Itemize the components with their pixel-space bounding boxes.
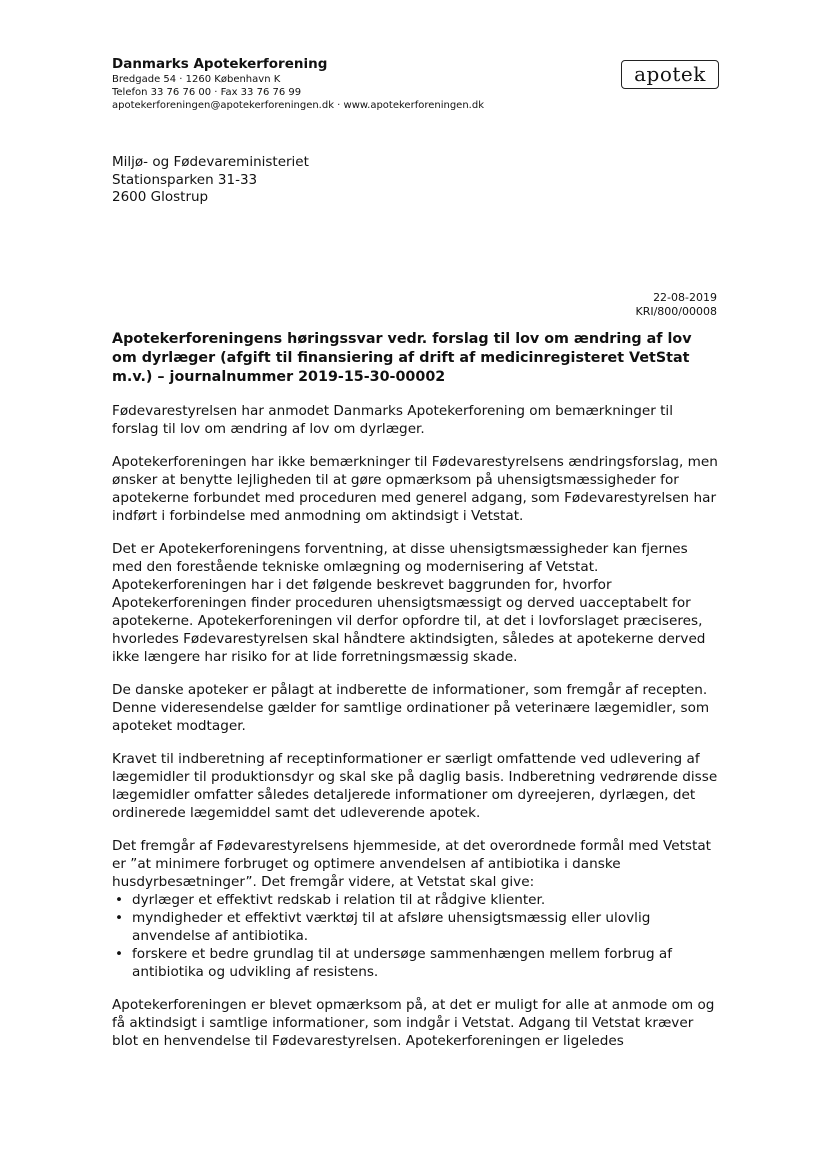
- bullet-item: • myndigheder et effektivt værktøj til at afsløre uhensigtsmæssig eller ulovlig anvendelse af antibiotika.: [112, 909, 720, 945]
- sender-block: [112, 56, 484, 112]
- letter-reference: KRI/800/00008: [635, 305, 717, 318]
- paragraph: Apotekerforeningen har ikke bemærkninger til Fødevarestyrelsens ændringsforslag, men ønsker at benytte lejligheden til at gøre opmærksom på uhensigtsmæssigheder for apotekerne forbundet med proceduren med generel adgang, som Fødevarestyrelsen har indført i forbindelse med anmodning om aktindsigt i Vetstat.: [112, 454, 718, 524]
- bullet-list: [112, 891, 720, 981]
- paragraph: Det er Apotekerforeningens forventning, at disse uhensigtsmæssigheder kan fjernes med den forestående tekniske omlægning og modernisering af Vetstat. Apotekerforeningen har i det følgende beskrevet baggrunden for, hvorfor Apotekerforeningen finder proceduren uhensigtsmæssigt og derved uacceptabelt for apotekerne. Apotekerforeningen vil derfor opfordre til, at det i lovforslaget præciseres, hvorledes Fødevarestyrelsen skal håndtere aktindsigten, således at apotekerne derved ikke længere har risiko for at lide forretningsmæssig skade.: [112, 541, 706, 665]
- paragraph: Kravet til indberetning af receptinformationer er særligt omfattende ved udlevering af lægemidler til produktionsdyr og skal ske på daglig basis. Indberetning vedrørende disse lægemidler omfatter således detaljerede informationer om dyreejeren, dyrlægen, det ordinerede lægemiddel samt det udleverende apotek.: [112, 751, 718, 821]
- paragraph: Fødevarestyrelsen har anmodet Danmarks Apotekerforening om bemærkninger til forslag til lov om ændring af lov om dyrlæger.: [112, 403, 673, 437]
- bullet-item: • forskere et bedre grundlag til at undersøge sammenhængen mellem forbrug af antibiotika og udvikling af resistens.: [112, 945, 720, 981]
- recipient-city: 2600 Glostrup: [112, 189, 209, 205]
- recipient-block: [112, 154, 309, 207]
- letter-date: 22-08-2019: [653, 291, 717, 304]
- sender-org: Danmarks Apotekerforening: [112, 56, 328, 72]
- recipient-name: Miljø- og Fødevareministeriet: [112, 154, 309, 170]
- paragraph: Det fremgår af Fødevarestyrelsens hjemmeside, at det overordnede formål med Vetstat er ”at minimere forbruget og optimere anvendelsen af antibiotika i danske husdyrbesætninger”. Det fremgår videre, at Vetstat skal give:: [112, 838, 711, 890]
- apotek-logo: apotek: [621, 60, 719, 89]
- sender-contact: apotekerforeningen@apotekerforeningen.dk · www.apotekerforeningen.dk: [112, 100, 484, 111]
- letter-body: [112, 402, 720, 1065]
- recipient-street: Stationsparken 31-33: [112, 171, 258, 188]
- bullet-item: • dyrlæger et effektivt redskab i relation til at rådgive klienter.: [112, 891, 720, 909]
- sender-address: Bredgade 54 · 1260 København K: [112, 74, 281, 85]
- letter-title: Apotekerforeningens høringssvar vedr. forslag til lov om ændring af lov om dyrlæger (afgift til finansiering af drift af medicinregisteret VetStat m.v.) – journalnummer 2019-15-30-00002: [112, 331, 692, 385]
- sender-phone: Telefon 33 76 76 00 · Fax 33 76 76 99: [112, 87, 302, 98]
- paragraph: De danske apoteker er pålagt at indberette de informationer, som fremgår af recepten. Denne videresendelse gælder for samtlige ordinationer på veterinære lægemidler, som apoteket modtager.: [112, 682, 710, 734]
- paragraph-closing: Apotekerforeningen er blevet opmærksom på, at det er muligt for alle at anmode om og få aktindsigt i samtlige informationer, som indgår i Vetstat. Adgang til Vetstat kræver blot en henvendelse til Fødevarestyrelsen. Apotekerforeningen er ligeledes: [112, 997, 715, 1049]
- letter-meta: [635, 291, 717, 319]
